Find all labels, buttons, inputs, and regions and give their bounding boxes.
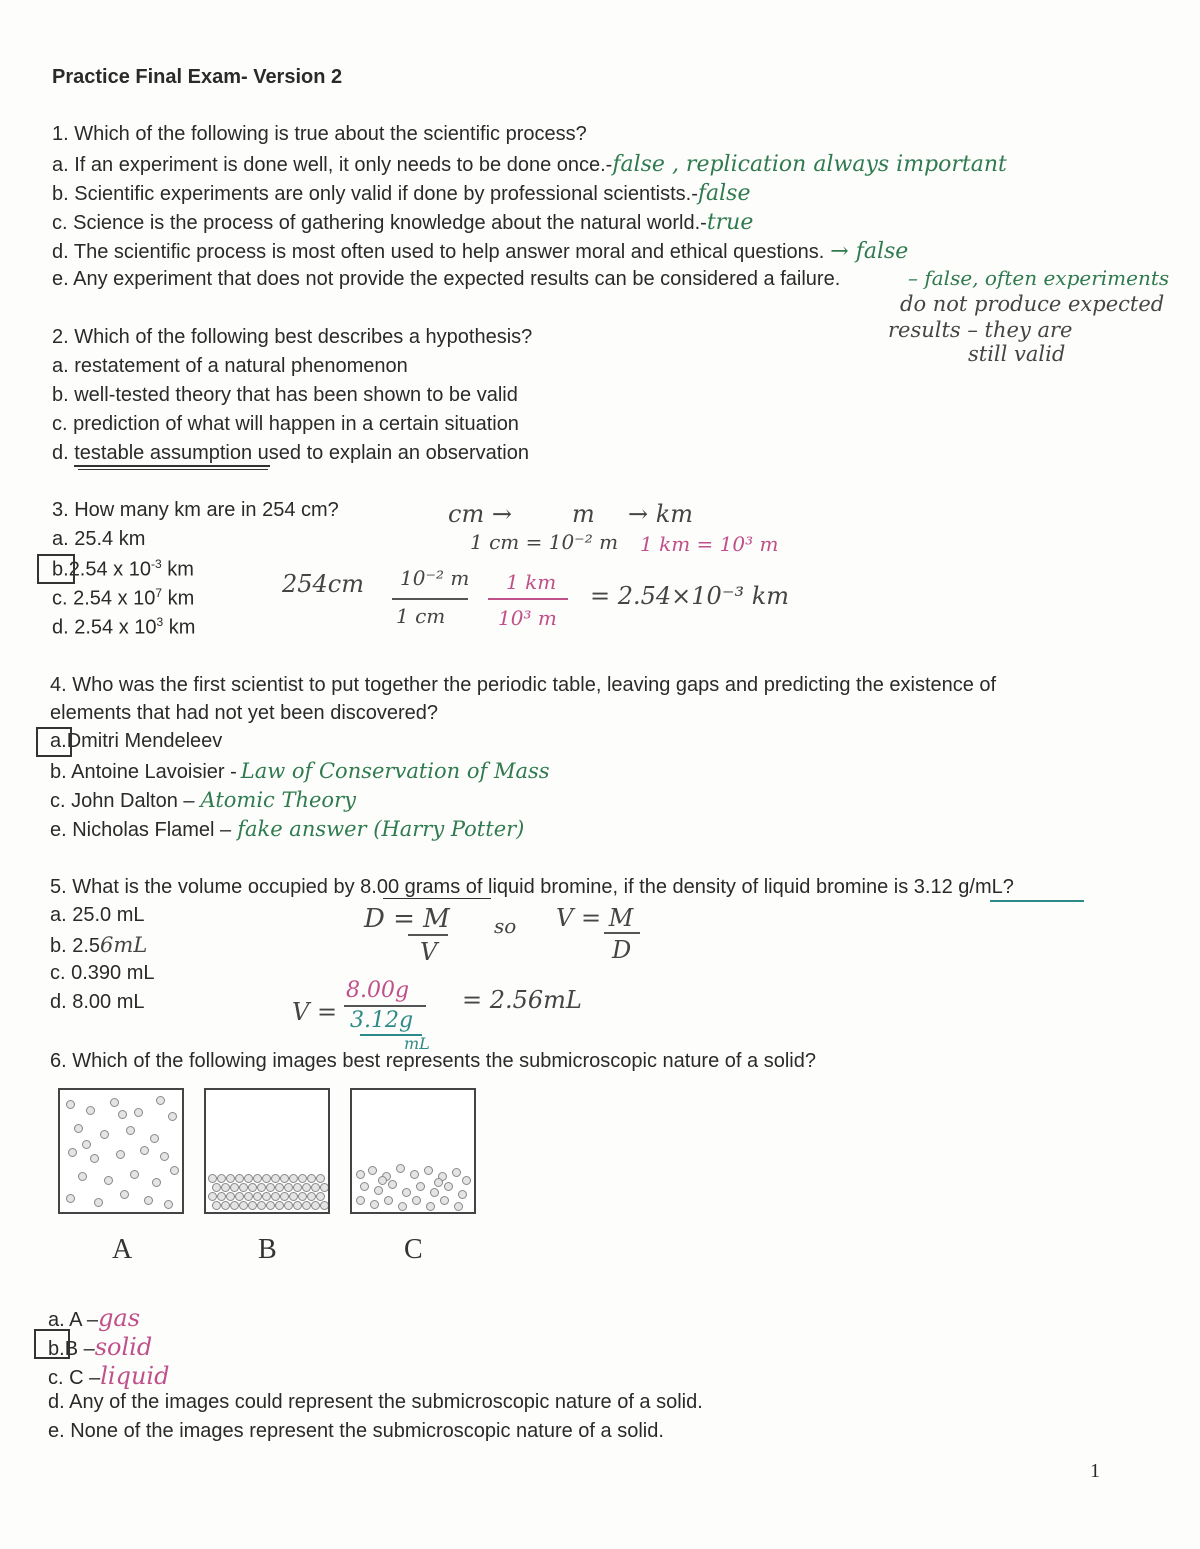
q5-question <box>50 876 1014 899</box>
solid-particle <box>253 1192 262 1201</box>
gas-particle <box>110 1098 119 1107</box>
liquid-particle <box>440 1196 449 1205</box>
q1-option-a <box>52 152 1007 177</box>
q5-work-V-bar <box>604 932 640 934</box>
q3-option-d-base: d. 2.54 x 10 <box>52 616 157 639</box>
liquid-particle <box>396 1164 405 1173</box>
gas-particle <box>156 1096 165 1105</box>
solid-particle <box>293 1183 302 1192</box>
q3-work-frac2-den: 10³ m <box>498 606 557 630</box>
solid-particle <box>244 1174 253 1183</box>
gas-particle <box>86 1106 95 1115</box>
solid-particle <box>293 1201 302 1210</box>
q4-answer-box <box>36 727 72 757</box>
solid-particle <box>280 1192 289 1201</box>
solid-particle <box>302 1183 311 1192</box>
solid-particle <box>262 1174 271 1183</box>
solid-particle <box>271 1192 280 1201</box>
gas-particle <box>130 1170 139 1179</box>
q3-option-c-exp: 7 <box>155 586 163 600</box>
q3-option-d <box>52 615 195 640</box>
q5-question-text: 5. What is the volume occupied by 8.00 grams of liquid bromine, if the density of liquid bromine is <box>50 876 914 898</box>
q5-work-so: so <box>494 914 517 938</box>
solid-particle <box>262 1192 271 1201</box>
solid-particle <box>221 1183 230 1192</box>
gas-particle <box>68 1148 77 1157</box>
solid-particle <box>289 1192 298 1201</box>
solid-particle <box>257 1183 266 1192</box>
gas-particle <box>66 1194 75 1203</box>
solid-particle <box>226 1174 235 1183</box>
q3-option-c-unit: km <box>162 587 195 610</box>
q1-option-c-note: true <box>706 210 754 235</box>
q3-work-254: 254cm <box>282 570 365 598</box>
solid-particle <box>284 1183 293 1192</box>
q5-density-underline <box>990 900 1084 902</box>
gas-particle <box>118 1110 127 1119</box>
q3-question: 3. How many km are in 254 cm? <box>52 499 339 521</box>
gas-particle <box>134 1108 143 1117</box>
gas-particle <box>144 1196 153 1205</box>
solid-particle <box>320 1201 329 1210</box>
q1-option-b-text: b. Scientific experiments are only valid if done by professional scientists.- <box>52 183 698 205</box>
q6-option-a-text: a. A – <box>48 1309 99 1331</box>
solid-particle <box>271 1174 280 1183</box>
solid-particle <box>212 1201 221 1210</box>
q6-option-d: d. Any of the images could represent the submicroscopic nature of a solid. <box>48 1391 703 1413</box>
q6-option-b-note: solid <box>94 1333 153 1361</box>
q6-label-a: A <box>112 1234 133 1265</box>
solid-particle <box>298 1192 307 1201</box>
q2-option-c: c. prediction of what will happen in a certain situation <box>52 413 519 435</box>
gas-particle <box>150 1134 159 1143</box>
liquid-particle <box>410 1170 419 1179</box>
q6-option-c-text: c. C – <box>48 1367 101 1389</box>
solid-particle <box>212 1183 221 1192</box>
q3-work-frac1-bar <box>392 598 468 600</box>
liquid-particle <box>426 1202 435 1211</box>
solid-particle <box>280 1174 289 1183</box>
solid-particle <box>266 1183 275 1192</box>
q6-option-c <box>48 1362 169 1390</box>
q4-option-b-note: Law of Conservation of Mass <box>240 759 550 783</box>
q4-option-c-text: c. John Dalton – <box>50 790 195 812</box>
solid-particle <box>311 1183 320 1192</box>
gas-particle <box>90 1154 99 1163</box>
solid-particle <box>239 1183 248 1192</box>
solid-particle <box>217 1192 226 1201</box>
page-number: 1 <box>1090 1460 1100 1482</box>
solid-particle <box>235 1192 244 1201</box>
gas-particle <box>94 1198 103 1207</box>
q6-option-b-text: B – <box>64 1338 95 1360</box>
q5-option-b-text: b. 2.5 <box>50 935 101 957</box>
q4-question-line-1: 4. Who was the first scientist to put together the periodic table, leaving gaps and predicting the existence of <box>50 674 997 696</box>
liquid-particle <box>458 1190 467 1199</box>
q3-option-d-unit: km <box>163 616 196 639</box>
solid-particle <box>307 1192 316 1201</box>
solid-particle <box>221 1201 230 1210</box>
q6-option-e: e. None of the images represent the submicroscopic nature of a solid. <box>48 1420 664 1442</box>
q5-work-V: V = M <box>556 904 634 932</box>
solid-particle <box>316 1192 325 1201</box>
solid-particle <box>208 1192 217 1201</box>
q3-option-c <box>52 586 194 611</box>
liquid-particle <box>356 1170 365 1179</box>
q4-option-a <box>50 730 222 753</box>
solid-particle <box>253 1174 262 1183</box>
solid-particle <box>235 1174 244 1183</box>
solid-particle <box>284 1201 293 1210</box>
q3-work-km: → km <box>628 500 694 528</box>
liquid-particle <box>374 1186 383 1195</box>
q5-work-D-den: V <box>420 938 438 966</box>
q1-option-a-note: false , replication always important <box>612 152 1007 177</box>
q1-option-d <box>52 239 908 264</box>
q3-work-frac1-den: 1 cm <box>396 604 446 628</box>
liquid-particle <box>454 1202 463 1211</box>
q3-option-b-letter: b. <box>52 558 69 581</box>
q6-image-a-gas <box>58 1088 184 1214</box>
q5-question-density: 3.12 g/mL? <box>913 876 1014 898</box>
solid-particle <box>208 1174 217 1183</box>
gas-particle <box>160 1152 169 1161</box>
gas-particle <box>78 1172 87 1181</box>
q1-option-d-text: d. The scientific process is most often used to help answer moral and ethical questions. <box>52 241 825 263</box>
solid-particle <box>230 1201 239 1210</box>
q6-option-c-note: liquid <box>100 1362 170 1390</box>
q2-question: 2. Which of the following best describes a hypothesis? <box>52 326 533 348</box>
q4-option-e-note: fake answer (Harry Potter) <box>237 817 525 841</box>
q3-option-b-unit: km <box>161 558 194 581</box>
q5-work-num: 8.00g <box>346 978 410 1003</box>
q2-answer-underline <box>74 465 270 467</box>
gas-particle <box>104 1176 113 1185</box>
liquid-particle <box>360 1182 369 1191</box>
solid-particle <box>311 1201 320 1210</box>
q6-label-b: B <box>258 1234 277 1265</box>
q5-work-Veq: V = <box>292 998 338 1026</box>
solid-particle <box>298 1174 307 1183</box>
solid-particle <box>275 1183 284 1192</box>
solid-particle <box>320 1183 329 1192</box>
q1-option-e-note-3: results – they are <box>888 318 1073 342</box>
solid-particle <box>302 1201 311 1210</box>
solid-particle <box>239 1201 248 1210</box>
q1-question: 1. Which of the following is true about the scientific process? <box>52 123 587 145</box>
liquid-particle <box>416 1182 425 1191</box>
q3-option-c-base: c. 2.54 x 10 <box>52 587 156 610</box>
solid-particle <box>275 1201 284 1210</box>
gas-particle <box>164 1200 173 1209</box>
q5-work-D-bar <box>408 934 448 936</box>
gas-particle <box>74 1124 83 1133</box>
q4-question-line-2: elements that had not yet been discovered? <box>50 702 439 724</box>
q1-option-e-note-4: still valid <box>968 342 1066 366</box>
solid-particle <box>257 1201 266 1210</box>
q4-option-b-text: b. Antoine Lavoisier - <box>50 761 237 783</box>
q6-option-a-note: gas <box>98 1304 141 1332</box>
gas-particle <box>100 1130 109 1139</box>
gas-particle <box>140 1146 149 1155</box>
q4-option-e <box>50 817 524 842</box>
solid-particle <box>248 1183 257 1192</box>
gas-particle <box>66 1100 75 1109</box>
q1-option-c <box>52 210 753 235</box>
q5-work-result: = 2.56mL <box>462 986 582 1014</box>
q5-work-frac-bar <box>344 1005 426 1007</box>
q5-option-a: a. 25.0 mL <box>50 904 145 926</box>
q5-work-V-den: D <box>612 936 632 964</box>
liquid-particle <box>378 1176 387 1185</box>
q1-option-b <box>52 181 750 206</box>
q3-option-b-exp: -3 <box>150 557 162 571</box>
q3-work-cm: cm → <box>448 500 512 528</box>
q2-option-b: b. well-tested theory that has been shown to be valid <box>52 384 518 406</box>
q5-option-c: c. 0.390 mL <box>50 962 155 984</box>
q5-work-den-unit: mL <box>404 1034 430 1053</box>
q3-work-m: m <box>572 500 595 528</box>
solid-particle <box>226 1192 235 1201</box>
liquid-particle <box>424 1166 433 1175</box>
gas-particle <box>168 1112 177 1121</box>
q5-grams-underline <box>383 898 491 899</box>
q2-option-d: d. testable assumption used to explain an observation <box>52 442 529 464</box>
liquid-particle <box>368 1166 377 1175</box>
q3-option-b-base: 2.54 x 10 <box>68 558 151 581</box>
q3-work-cm-m: 1 cm = 10⁻² m <box>470 530 619 554</box>
q3-option-a: a. 25.4 km <box>52 528 146 550</box>
q1-option-c-text: c. Science is the process of gathering knowledge about the natural world.- <box>52 212 707 234</box>
q4-option-a-text: Dmitri Mendeleev <box>66 730 223 752</box>
q5-work-den: 3.12g <box>350 1008 414 1033</box>
q3-work-frac2-num: 1 km <box>506 570 557 594</box>
solid-particle <box>289 1174 298 1183</box>
solid-particle <box>217 1174 226 1183</box>
q5-option-b <box>50 933 147 958</box>
q1-option-e <box>52 268 840 291</box>
liquid-particle <box>402 1188 411 1197</box>
solid-particle <box>244 1192 253 1201</box>
q4-option-a-letter: a. <box>50 730 67 752</box>
q1-option-e-note-1: – false, often experiments <box>908 266 1170 290</box>
page-title: Practice Final Exam- Version 2 <box>52 66 343 88</box>
q6-option-a <box>48 1304 140 1332</box>
q5-option-b-hand: 6mL <box>100 933 148 957</box>
q1-option-e-text: e. Any experiment that does not provide the expected results can be considered a failure. <box>52 268 841 290</box>
q3-work-result: = 2.54×10⁻³ km <box>590 582 790 610</box>
liquid-particle <box>434 1178 443 1187</box>
solid-particle <box>248 1201 257 1210</box>
solid-particle <box>266 1201 275 1210</box>
q1-option-e-note-2: do not produce expected <box>900 292 1165 316</box>
q4-option-b <box>50 759 550 784</box>
liquid-particle <box>462 1176 471 1185</box>
q1-option-b-note: false <box>697 181 751 206</box>
liquid-particle <box>452 1168 461 1177</box>
q3-work-km-m: 1 km = 10³ m <box>640 532 779 556</box>
q6-option-b-letter: b. <box>48 1338 65 1360</box>
q6-label-c: C <box>404 1234 423 1265</box>
q3-work-frac1-num: 10⁻² m <box>400 566 470 590</box>
q6-question: 6. Which of the following images best represents the submicroscopic nature of a solid? <box>50 1050 816 1072</box>
q5-work-D: D = M <box>364 904 450 934</box>
solid-particle <box>307 1174 316 1183</box>
liquid-particle <box>444 1182 453 1191</box>
liquid-particle <box>388 1180 397 1189</box>
q4-option-c-note: Atomic Theory <box>200 788 356 812</box>
q3-option-d-exp: 3 <box>156 615 164 629</box>
gas-particle <box>152 1178 161 1187</box>
liquid-particle <box>356 1196 365 1205</box>
q3-answer-box <box>37 554 75 584</box>
solid-particle <box>230 1183 239 1192</box>
gas-particle <box>82 1140 91 1149</box>
q2-option-a: a. restatement of a natural phenomenon <box>52 355 408 377</box>
q1-option-a-text: a. If an experiment is done well, it only needs to be done once.- <box>52 154 613 176</box>
solid-particle <box>316 1174 325 1183</box>
q4-option-c <box>50 788 356 813</box>
q2-answer-underline-2 <box>78 469 268 470</box>
gas-particle <box>116 1150 125 1159</box>
liquid-particle <box>412 1196 421 1205</box>
gas-particle <box>126 1126 135 1135</box>
q4-option-e-text: e. Nicholas Flamel – <box>50 819 232 841</box>
gas-particle <box>170 1166 179 1175</box>
gas-particle <box>120 1190 129 1199</box>
q3-work-frac2-bar <box>488 598 568 600</box>
liquid-particle <box>384 1196 393 1205</box>
q5-option-d: d. 8.00 mL <box>50 991 145 1013</box>
q6-image-c-liquid <box>350 1088 476 1214</box>
q6-answer-box <box>34 1329 70 1359</box>
liquid-particle <box>430 1188 439 1197</box>
q6-image-b-solid <box>204 1088 330 1214</box>
liquid-particle <box>398 1202 407 1211</box>
q1-option-d-note: → false <box>830 239 909 264</box>
liquid-particle <box>370 1200 379 1209</box>
